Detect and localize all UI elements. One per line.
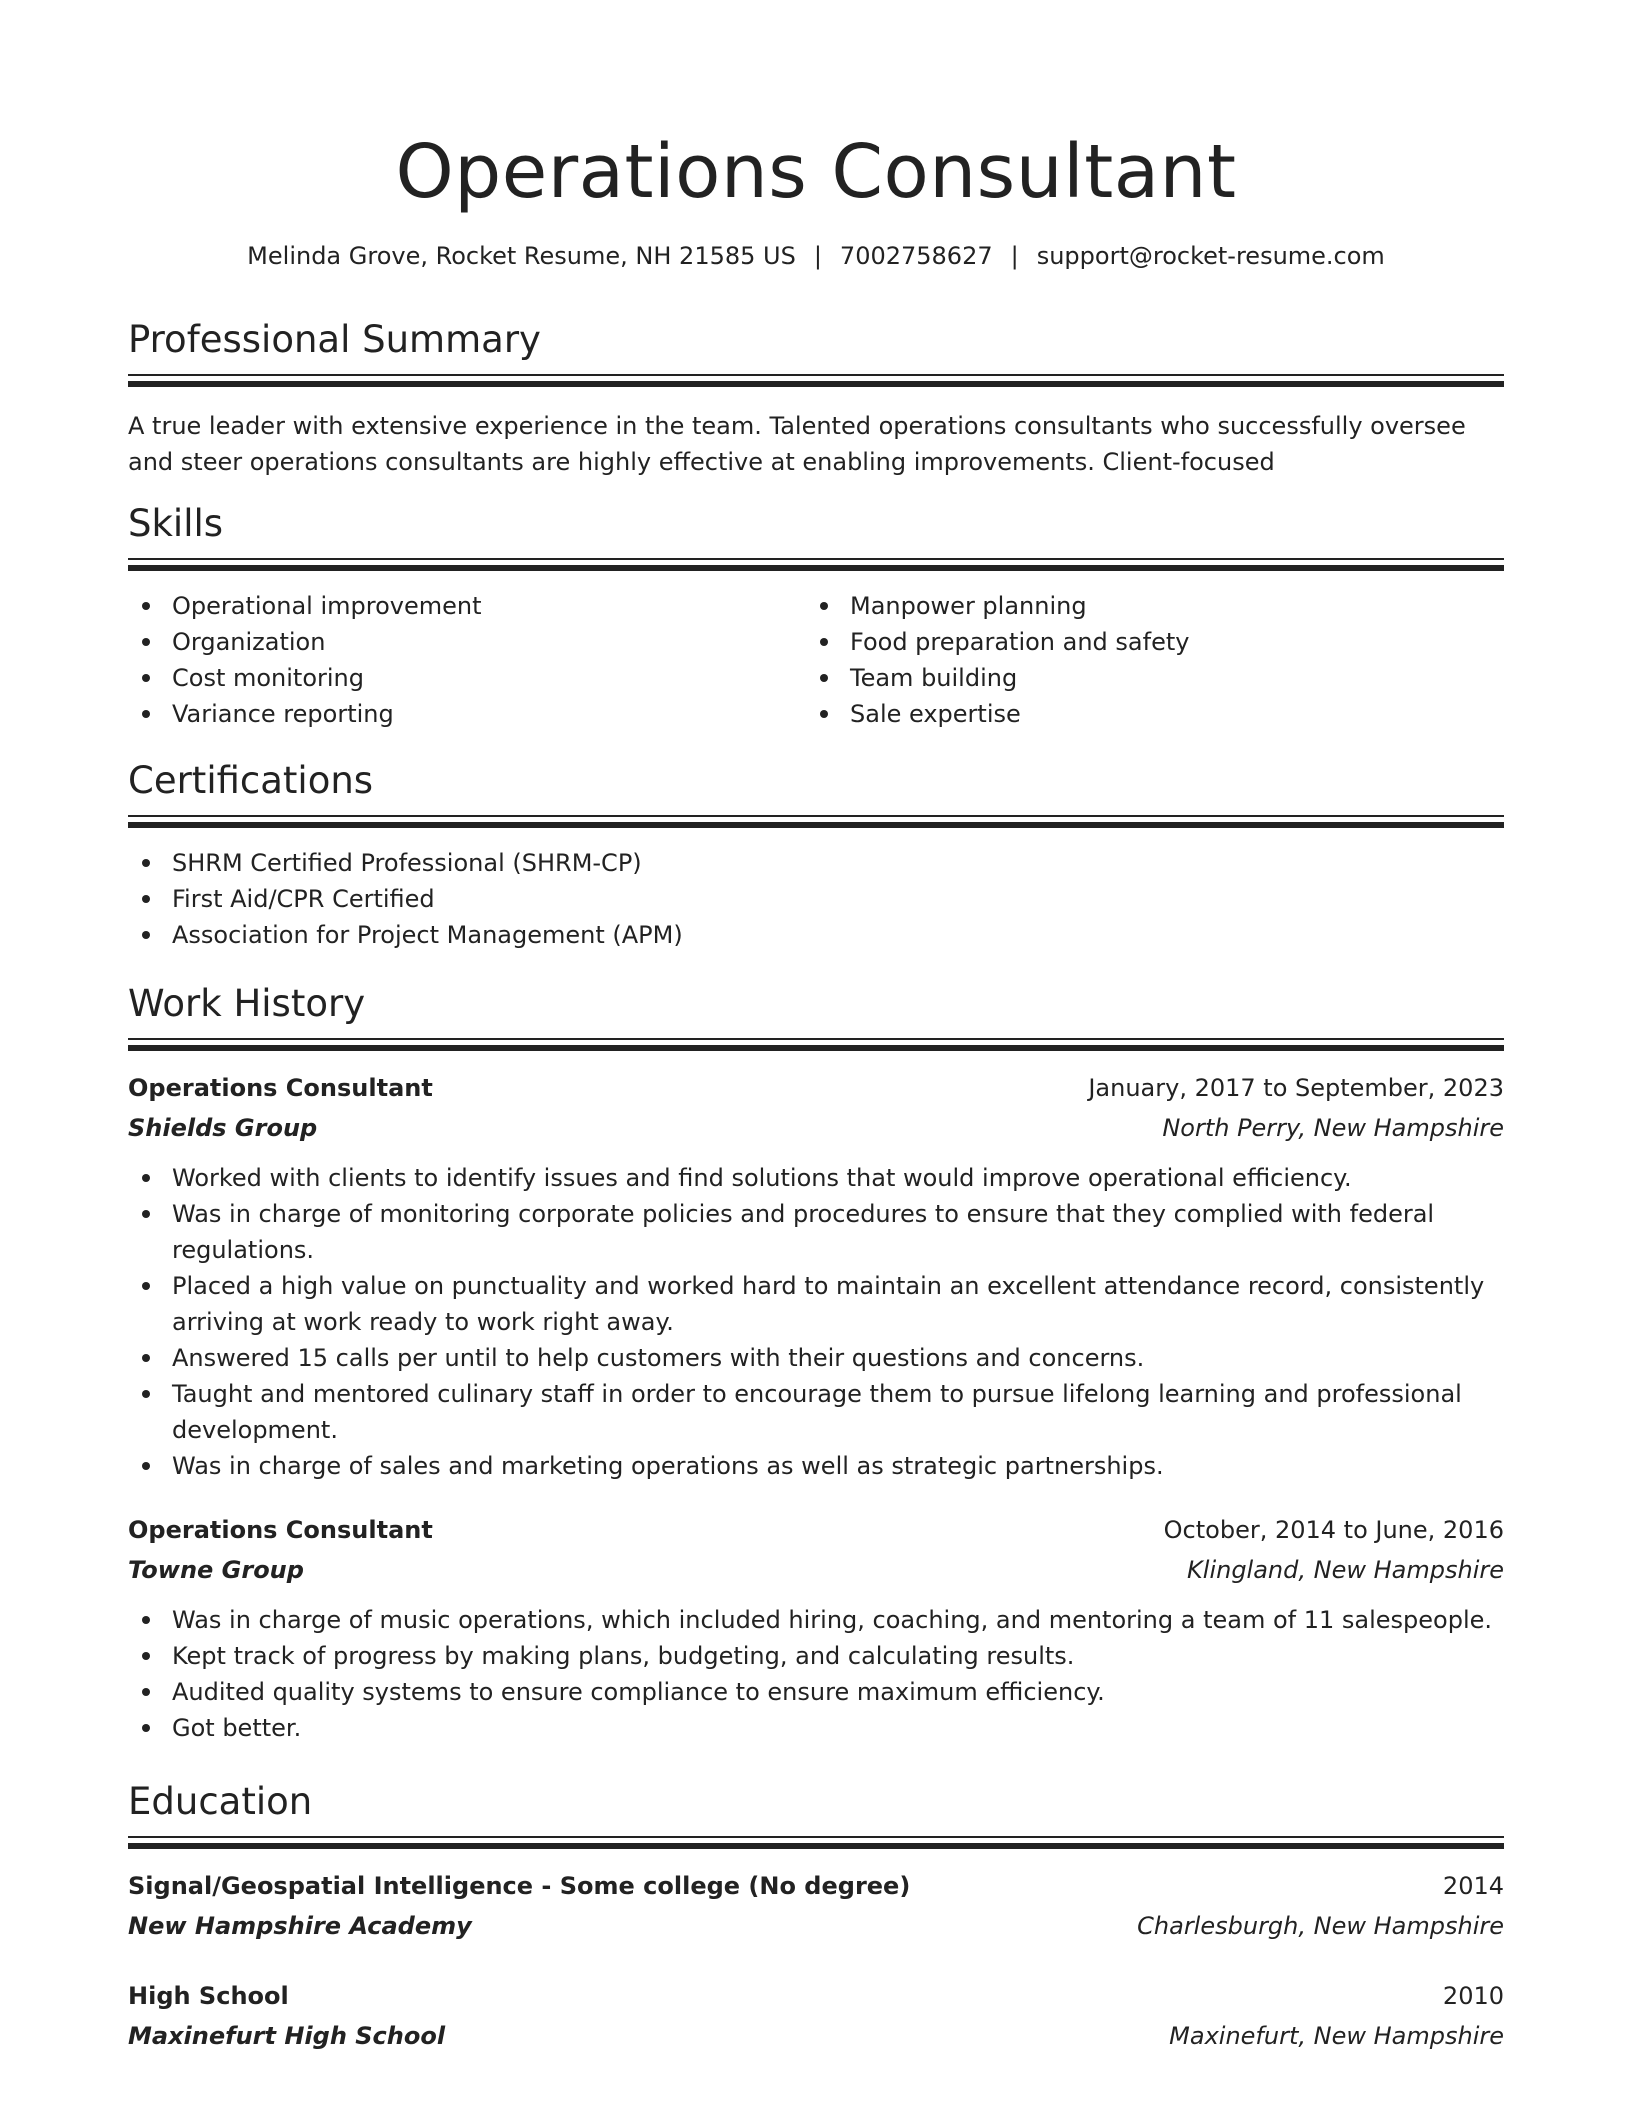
- job-bullet: Was in charge of sales and marketing operations as well as strategic partnerships.: [128, 1448, 1504, 1484]
- section-divider: [128, 1038, 1504, 1052]
- contact-separator: |: [813, 242, 822, 270]
- education-year: 2010: [1442, 1982, 1504, 2010]
- section-heading: Professional Summary: [128, 318, 541, 361]
- education-entry: [128, 1976, 1504, 2056]
- job-bullet: Answered 15 calls per until to help customers with their questions and concerns.: [128, 1340, 1504, 1376]
- work-history-section: [128, 980, 1504, 1746]
- contact-email[interactable]: support@rocket-resume.com: [1036, 242, 1385, 270]
- section-heading: Education: [128, 1780, 313, 1823]
- certification-item: Association for Project Management (APM): [128, 917, 1504, 953]
- education-year: 2014: [1442, 1872, 1504, 1900]
- section-divider: [128, 374, 1504, 388]
- job-title: Operations Consultant: [128, 1074, 433, 1102]
- job-bullets: [128, 1602, 1504, 1746]
- certification-item: First Aid/CPR Certified: [128, 881, 1504, 917]
- skill-item: Manpower planning: [806, 588, 1484, 624]
- certification-item: SHRM Certified Professional (SHRM-CP): [128, 845, 1504, 881]
- job-subheader: [128, 1108, 1504, 1148]
- contact-phone: 7002758627: [839, 242, 993, 270]
- job-company: Shields Group: [128, 1114, 318, 1142]
- job-header: [128, 1068, 1504, 1108]
- section-heading: Certifications: [128, 759, 374, 802]
- job-bullet: Was in charge of music operations, which included hiring, coaching, and mentoring a team of 11 salespeople.: [128, 1602, 1504, 1638]
- section-divider: [128, 558, 1504, 572]
- section-divider: [128, 815, 1504, 829]
- education-header: [128, 1976, 1504, 2016]
- job-bullet: Was in charge of monitoring corporate policies and procedures to ensure that they complied with federal regulations.: [128, 1196, 1504, 1268]
- certifications-section: [128, 757, 1504, 953]
- job-location: Klingland, New Hampshire: [1187, 1556, 1504, 1584]
- job-dates: January, 2017 to September, 2023: [1088, 1074, 1504, 1102]
- education-entry: [128, 1866, 1504, 1946]
- skills-list-right: [806, 588, 1484, 732]
- resume-title: Operations Consultant: [395, 129, 1237, 215]
- job-title: Operations Consultant: [128, 1516, 433, 1544]
- skill-item: Organization: [128, 624, 806, 660]
- education-header: [128, 1866, 1504, 1906]
- job-bullet: Kept track of progress by making plans, budgeting, and calculating results.: [128, 1638, 1504, 1674]
- certifications-list: [128, 845, 1504, 953]
- job-dates: October, 2014 to June, 2016: [1163, 1516, 1504, 1544]
- job-bullet: Got better.: [128, 1710, 1504, 1746]
- job-bullets: [128, 1160, 1504, 1484]
- contact-separator: |: [1010, 242, 1019, 270]
- education-location: Maxinefurt, New Hampshire: [1169, 2022, 1504, 2050]
- job-entry: [128, 1510, 1504, 1746]
- education-section: [128, 1778, 1504, 2056]
- education-degree: High School: [128, 1982, 289, 2010]
- job-bullet: Worked with clients to identify issues and find solutions that would improve operational efficiency.: [128, 1160, 1504, 1196]
- skill-item: Food preparation and safety: [806, 624, 1484, 660]
- skill-item: Variance reporting: [128, 696, 806, 732]
- education-school: Maxinefurt High School: [128, 2022, 446, 2050]
- job-entry: [128, 1068, 1504, 1484]
- job-subheader: [128, 1550, 1504, 1590]
- contact-address: Melinda Grove, Rocket Resume, NH 21585 US: [247, 242, 796, 270]
- skill-item: Sale expertise: [806, 696, 1484, 732]
- education-location: Charlesburgh, New Hampshire: [1137, 1912, 1504, 1940]
- section-heading: Work History: [128, 982, 366, 1025]
- education-subheader: [128, 2016, 1504, 2056]
- skill-item: Team building: [806, 660, 1484, 696]
- education-subheader: [128, 1906, 1504, 1946]
- education-degree: Signal/Geospatial Intelligence - Some college (No degree): [128, 1872, 911, 1900]
- section-divider: [128, 1836, 1504, 1850]
- summary-section: [128, 316, 1504, 480]
- skill-item: Operational improvement: [128, 588, 806, 624]
- job-bullet: Taught and mentored culinary staff in order to encourage them to pursue lifelong learning and professional development.: [128, 1376, 1504, 1448]
- skills-columns: [128, 588, 1504, 732]
- education-school: New Hampshire Academy: [128, 1912, 472, 1940]
- job-company: Towne Group: [128, 1556, 304, 1584]
- skills-list-left: [128, 588, 806, 732]
- skills-section: [128, 500, 1504, 732]
- job-bullet: Placed a high value on punctuality and worked hard to maintain an excellent attendance record, consistently arriving at work ready to work right away.: [128, 1268, 1504, 1340]
- section-heading: Skills: [128, 502, 224, 545]
- job-header: [128, 1510, 1504, 1550]
- job-location: North Perry, New Hampshire: [1162, 1114, 1504, 1142]
- skill-item: Cost monitoring: [128, 660, 806, 696]
- summary-text: A true leader with extensive experience in the team. Talented operations consultants who successfully oversee and steer operations consultants are highly effective at enabling improvements. Client-focused: [128, 412, 1466, 476]
- contact-line: [128, 238, 1504, 274]
- job-bullet: Audited quality systems to ensure compliance to ensure maximum efficiency.: [128, 1674, 1504, 1710]
